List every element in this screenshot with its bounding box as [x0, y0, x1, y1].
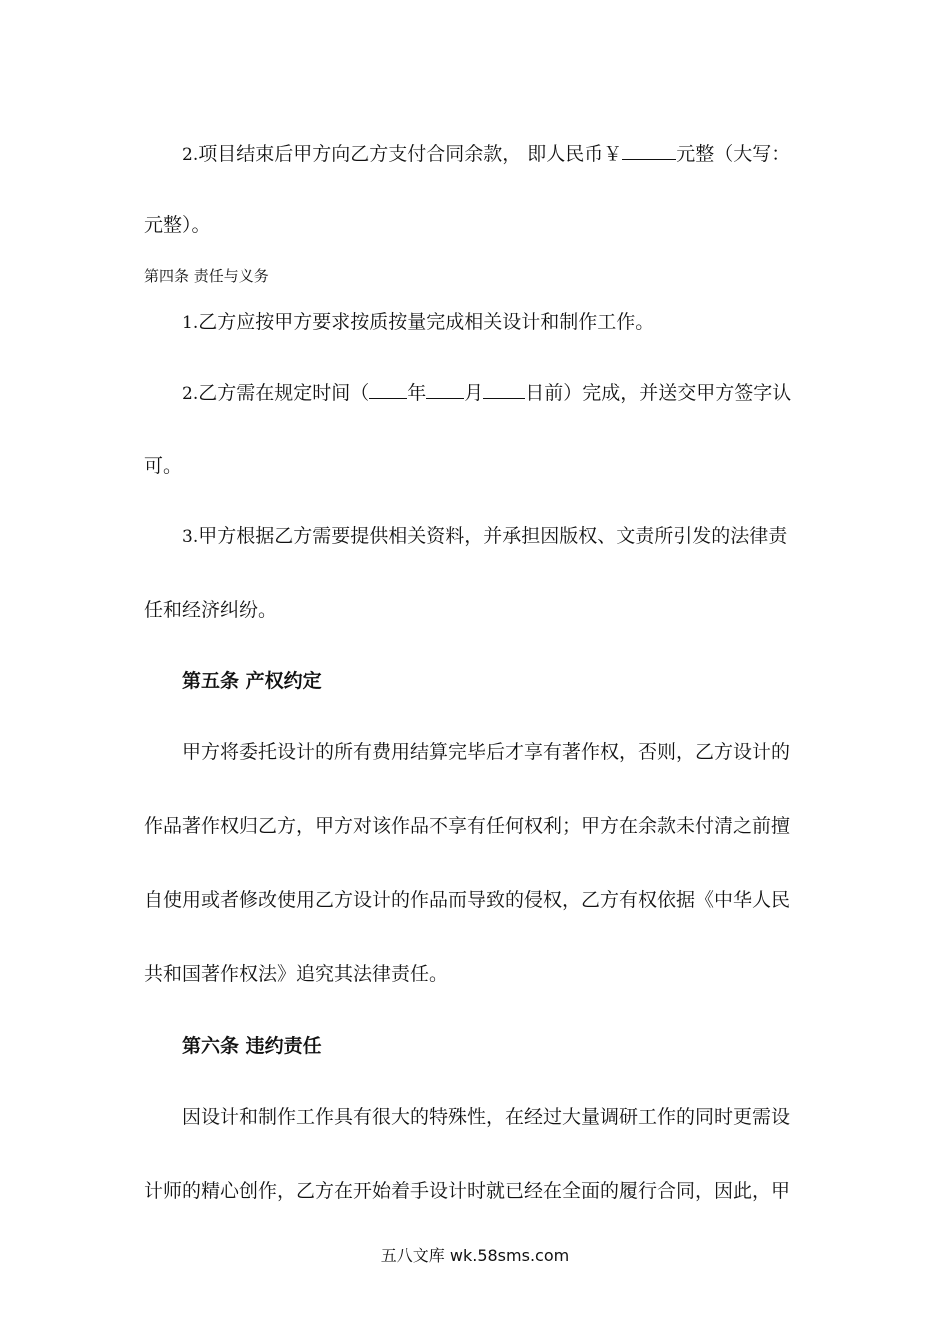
article4-item1 — [182, 310, 654, 335]
article4-item3-line2: 任和经济纠纷。 — [144, 599, 278, 621]
footer-watermark: 五八文库 wk.58sms.com — [380, 1246, 570, 1265]
year-label: 年 — [407, 382, 427, 404]
payment-clause-line2: 元整）。 — [144, 214, 211, 236]
year-blank — [369, 379, 407, 399]
article6-title: 第六条 违约责任 — [182, 1035, 322, 1057]
article4-item3-line1 — [182, 524, 787, 549]
article4-item2-text-b: 日前）完成，并送交甲方签字认 — [525, 382, 792, 404]
article4-item2-line2: 可。 — [144, 455, 183, 477]
article4-item3-number: 3. — [182, 527, 199, 547]
article4-item2-text-a: 乙方需在规定时间（ — [198, 382, 370, 404]
article4-item1-text: 乙方应按甲方要求按质按量完成相关设计和制作工作。 — [198, 311, 655, 333]
amount-blank — [622, 140, 676, 160]
article5-line3: 自使用或者修改使用乙方设计的作品而导致的侵权，乙方有权依据《中华人民 — [144, 889, 791, 911]
payment-clause-text: 项目结束后甲方向乙方支付合同余款， 即人民币￥ — [198, 143, 623, 165]
article5-title: 第五条 产权约定 — [182, 670, 322, 692]
payment-clause-number: 2. — [182, 145, 199, 165]
article5-line4: 共和国著作权法》追究其法律责任。 — [144, 963, 449, 985]
article4-title: 第四条 责任与义务 — [144, 267, 269, 285]
article4-item2-line1 — [182, 379, 791, 406]
article6-line2: 计师的精心创作，乙方在开始着手设计时就已经在全面的履行合同，因此，甲 — [144, 1180, 791, 1202]
article5-line1: 甲方将委托设计的所有费用结算完毕后才享有著作权，否则，乙方设计的 — [182, 741, 791, 763]
article6-line1: 因设计和制作工作具有很大的特殊性，在经过大量调研工作的同时更需设 — [182, 1106, 791, 1128]
month-label: 月 — [464, 382, 484, 404]
article4-item3-text: 甲方根据乙方需要提供相关资料，并承担因版权、文责所引发的法律责 — [198, 525, 788, 547]
payment-clause-text-b: 元整（大写： — [676, 143, 791, 165]
payment-clause-line1 — [182, 140, 790, 167]
article4-item1-number: 1. — [182, 313, 199, 333]
day-blank — [483, 379, 525, 399]
month-blank — [426, 379, 464, 399]
article4-item2-number: 2. — [182, 384, 199, 404]
article5-line2: 作品著作权归乙方，甲方对该作品不享有任何权利；甲方在余款未付清之前擅 — [144, 815, 791, 837]
